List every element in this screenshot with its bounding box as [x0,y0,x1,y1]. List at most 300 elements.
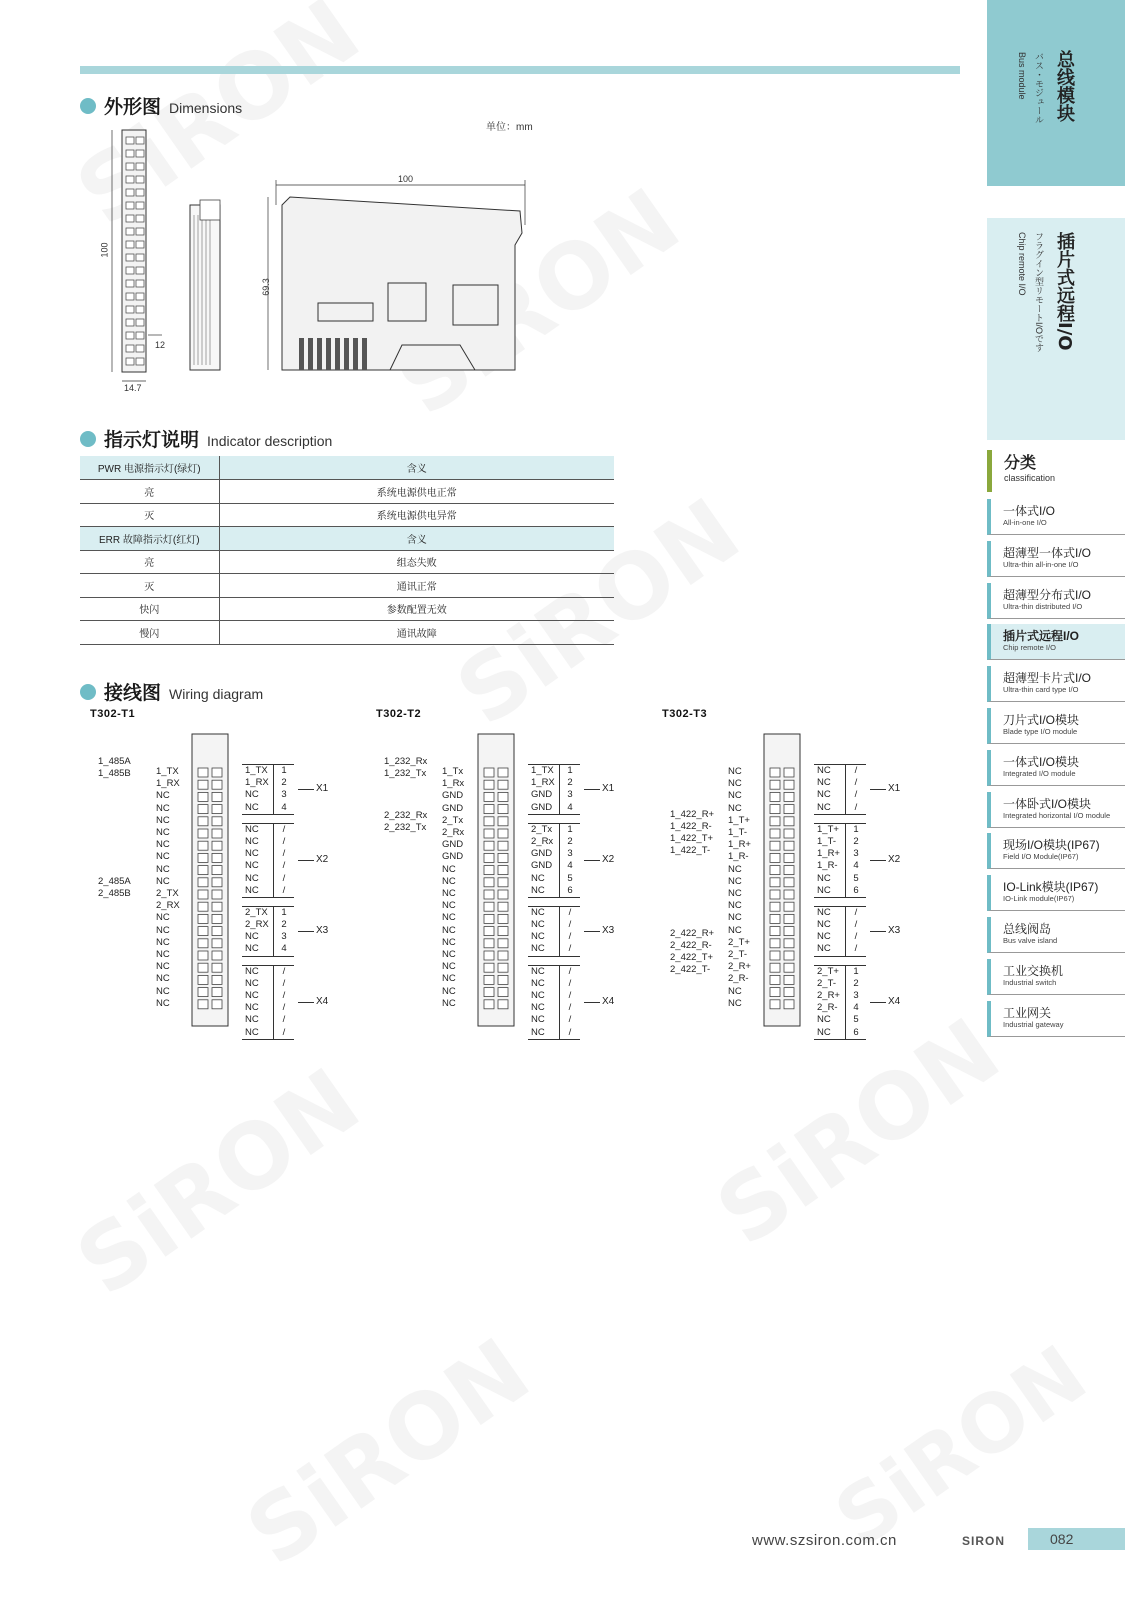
connector-pin-name: GND [528,802,560,814]
wiring-title-cn: 接线图 [104,682,162,704]
connector-pin-number: 1 [567,765,573,776]
connector-pin-name: NC [242,860,274,872]
arrow-icon [584,1002,600,1003]
connector-pin-number: / [854,919,858,931]
pin-label: NC [728,900,742,912]
connector-pin-name: 1_T- [814,836,846,848]
connector-pin-name: NC [242,978,274,990]
connector-pin-number: 1 [567,823,573,835]
bullet-dot [80,431,96,447]
sidebar-top-tab[interactable] [987,0,1125,186]
connector-x-label: X4 [316,996,329,1008]
indicator-table [80,456,614,645]
connector-pin-name: 2_R+ [814,990,846,1002]
pin-label: NC [728,985,742,997]
state-cell: ERR 故障指示灯(红灯) [80,527,219,551]
dim-length-label: 100 [398,174,414,184]
arrow-icon [584,931,600,932]
connector-pin-row [814,873,866,885]
connector-pin-row [242,802,294,814]
sidebar-nav-item[interactable] [987,959,1125,995]
sidebar-nav-item[interactable] [987,708,1125,744]
connector-pin-number: / [282,990,286,1001]
connector-pin-name: NC [814,931,846,943]
connector-pin-name: NC [528,966,560,978]
arrow-icon [870,789,886,790]
arrow-icon [870,1002,886,1003]
connector-pin-name: 2_TX [242,907,274,919]
connector-pin-row [814,919,866,931]
classification-en: classification [1004,473,1056,483]
pin-label: 2_TX [156,888,179,899]
table-row [80,550,614,574]
connector-pin-name: NC [242,966,274,978]
arrow-icon [870,931,886,932]
connector-pin-row [242,943,294,955]
connector-pin-row [242,1027,294,1039]
sidebar-nav-item[interactable] [987,750,1125,786]
sidebar-mid-tab[interactable] [987,218,1125,440]
wiring-heading [80,678,263,705]
dimensions-drawing [90,125,550,405]
external-signal-label: 2_485B [98,888,131,899]
connector-pin-row [242,765,294,777]
sidebar-top-cn: 总线模块 [1054,50,1075,122]
pin-label: 1_RX [156,778,180,790]
pin-label: NC [156,912,170,924]
sidebar-nav-item[interactable] [987,875,1125,911]
footer-url[interactable]: www.szsiron.com.cn [752,1532,897,1549]
sidebar-nav-item-en: Chip remote I/O [1003,643,1056,653]
terminal-block [188,732,232,1032]
pin-label: 1_TX [156,766,179,777]
connector-pin-name: NC [814,885,846,897]
watermark [59,1049,379,1317]
connector-group [528,906,580,957]
connector-pin-name: 1_TX [242,765,274,777]
arrow-icon [584,789,600,790]
connector-group [528,764,580,815]
connector-pin-row [814,943,866,955]
connector-pin-name: NC [242,931,274,943]
arrow-icon [298,789,314,790]
connector-pin-row [242,836,294,848]
connector-pin-name: NC [814,765,846,777]
state-cell: 亮 [80,480,219,504]
connector-pin-row [814,789,866,801]
pin-label: GND [442,851,464,863]
connector-pin-number: 4 [281,801,287,813]
sidebar-nav-item[interactable] [987,541,1125,577]
connector-pin-row [242,777,294,789]
pin-label: GND [442,802,464,814]
meaning-cell: 通讯故障 [219,621,614,645]
pin-label: NC [156,814,170,826]
sidebar-mid-jp: フラグイン型リモートI/Oです [1034,232,1044,353]
terminal-block [474,732,518,1032]
connector-pin-row [242,885,294,897]
wiring-module-title: T302-T3 [662,708,708,720]
pin-label: NC [156,997,170,1009]
pin-label: NC [442,863,456,875]
connector-pin-number: / [568,965,572,977]
external-signal-label: 2_422_R+ [670,928,715,939]
connector-pin-number: 3 [853,848,859,860]
state-cell: PWR 电源指示灯(绿灯) [80,456,219,480]
connector-x-label: X1 [602,783,615,795]
connector-pin-row [528,848,580,860]
pin-label: NC [156,961,170,973]
connector-pin-number: / [568,1026,572,1038]
connector-pin-number: 2 [853,835,859,847]
classification-cn: 分类 [1004,453,1037,472]
external-signal-label: 1_485A [98,756,131,767]
connector-pin-name: NC [242,943,274,955]
connector-pin-name: NC [814,873,846,885]
connector-pin-name: 1_R+ [814,848,846,860]
pin-label: NC [442,900,456,912]
pin-label: NC [156,827,170,838]
pin-label: NC [442,997,456,1009]
external-signal-label: 2_232_Rx [384,810,428,821]
connector-pin-row [528,966,580,978]
connector-pin-name: NC [814,943,846,955]
connector-pin-name: NC [242,1027,274,1039]
connector-pin-row [528,777,580,789]
connector-pin-name: NC [528,978,560,990]
connector-pin-number: 5 [853,872,859,884]
pin-label: 2_Tx [442,814,464,826]
connector-pin-number: / [282,848,286,860]
connector-pin-row [814,1027,866,1039]
connector-pin-number: 2 [853,977,859,989]
sidebar-nav-item-en: Field I/O Module(IP67) [1003,852,1079,862]
sidebar-nav-item-en: All-in-one I/O [1003,518,1047,527]
connector-pin-name: 1_RX [528,777,560,789]
unit-label: 单位：mm [486,122,533,133]
pin-label: NC [156,949,170,960]
connector-pin-name: 2_T- [814,978,846,990]
bullet-dot [80,684,96,700]
connector-pin-name: 2_T+ [814,966,846,978]
sidebar-nav-item-cn: 超薄型分布式I/O [1003,587,1092,602]
connector-pin-number: / [854,906,858,918]
connector-pin-row [814,802,866,814]
connector-x-label: X3 [316,925,329,937]
connector-pin-name: NC [814,919,846,931]
connector-pin-number: / [282,884,286,896]
connector-pin-row [814,860,866,872]
sidebar-mid-en: Chip remote I/O [1017,232,1027,296]
meaning-cell: 含义 [219,527,614,551]
connector-pin-row [242,1002,294,1014]
sidebar-nav-item-en: Ultra-thin card type I/O [1003,685,1079,695]
connector-group [242,965,294,1040]
sidebar-top-en: Bus module [1017,52,1027,100]
arrow-icon [584,860,600,861]
sidebar-nav-item-cn: 刀片式I/O模块 [1003,713,1080,727]
pin-label: NC [728,802,742,814]
connector-pin-name: NC [242,990,274,1002]
connector-pin-number: / [282,1014,286,1026]
sidebar-nav-item-cn: 超薄型一体式I/O [1003,545,1092,560]
sidebar-nav-item-en: IO-Link module(IP67) [1003,894,1075,904]
wiring-title-en: Wiring diagram [169,686,264,702]
connector-pin-name: NC [814,1027,846,1039]
connector-pin-name: NC [528,1027,560,1039]
connector-pin-number: 1 [281,906,287,918]
connector-pin-number: 3 [567,789,573,801]
connector-pin-name: GND [528,848,560,860]
state-cell: 慢闪 [80,621,219,645]
sidebar-nav-item-en: Ultra-thin all-in-one I/O [1003,559,1079,569]
sidebar-nav-item[interactable] [987,833,1125,869]
connector-group [814,965,866,1040]
connector-x-label: X2 [602,854,615,866]
connector-pin-row [814,824,866,836]
connector-x-label: X1 [888,783,901,795]
connector-pin-name: GND [528,789,560,801]
connector-x-label: X2 [888,854,901,866]
external-signal-label: 1_232_Rx [384,756,428,767]
connector-pin-number: / [282,823,286,835]
connector-pin-row [528,1027,580,1039]
connector-pin-row [814,1002,866,1014]
connector-pin-number: / [282,1026,286,1038]
external-signal-label: 2_422_T- [670,964,711,975]
sidebar-nav-item[interactable] [987,917,1125,953]
connector-pin-number: 4 [853,1002,859,1014]
sidebar-nav-item[interactable] [987,499,1125,535]
pin-label: 1_Tx [442,766,464,777]
connector-pin-number: / [568,906,572,918]
connector-pin-row [528,824,580,836]
connector-pin-row [528,919,580,931]
connector-pin-row [528,1002,580,1014]
connector-pin-number: / [854,943,858,955]
connector-pin-name: NC [242,873,274,885]
pin-label: NC [442,875,456,887]
arrow-icon [870,860,886,861]
meaning-cell: 含义 [219,456,614,480]
connector-pin-number: / [568,1002,572,1014]
external-signal-label: 1_422_R- [670,821,712,832]
sidebar-nav-item-cn: 总线阀岛 [1003,922,1052,936]
classification-heading [987,450,1125,492]
sidebar-nav-item[interactable] [987,792,1125,828]
meaning-cell: 组态失败 [219,550,614,574]
connector-pin-row [242,1014,294,1026]
dim-width-label: 14.7 [124,383,142,393]
pin-label: NC [728,863,742,875]
dim-body-height-label: 69.3 [260,278,271,296]
connector-x-label: X4 [888,996,901,1008]
indicator-heading [80,425,332,452]
wiring-module-title: T302-T2 [376,708,422,720]
connector-pin-name: NC [528,1014,560,1026]
indicator-title-en: Indicator description [207,433,333,449]
sidebar-nav-item[interactable] [987,666,1125,702]
connector-pin-row [814,907,866,919]
pin-label: NC [442,973,456,985]
connector-pin-number: / [282,1002,286,1014]
sidebar-nav-item-en: Integrated I/O module [1003,768,1076,778]
pin-label: NC [156,936,170,948]
sidebar-nav-item[interactable] [987,624,1125,660]
connector-pin-row [528,907,580,919]
connector-pin-row [242,789,294,801]
connector-groups [814,764,866,1048]
pin-label: NC [156,802,170,814]
pin-label: NC [442,985,456,997]
connector-pin-name: 1_RX [242,777,274,789]
pin-label: NC [442,949,456,960]
pin-label: 2_T+ [728,936,750,948]
pin-label: NC [728,888,742,899]
connector-pin-number: / [568,919,572,931]
pin-label: GND [442,839,464,851]
pin-label: NC [442,888,456,899]
connector-pin-row [814,966,866,978]
state-cell: 亮 [80,550,219,574]
connector-pin-row [528,990,580,1002]
connector-pin-number: 4 [853,860,859,872]
pin-label: NC [156,863,170,875]
sidebar-nav-item[interactable] [987,1001,1125,1037]
connector-groups [528,764,580,1048]
connector-pin-row [242,873,294,885]
arrow-icon [298,931,314,932]
connector-pin-number: 5 [567,872,573,884]
connector-pin-number: / [568,1014,572,1026]
dimensions-title-cn: 外形图 [104,96,162,118]
pin-label: 1_Rx [442,778,465,790]
connector-x-label: X3 [888,925,901,937]
connector-group [814,823,866,898]
external-signal-label: 1_422_T+ [670,833,714,844]
connector-pin-number: / [854,777,858,789]
pin-label: NC [156,924,170,936]
connector-pin-row [528,885,580,897]
connector-pin-row [814,777,866,789]
pin-label: 2_RX [156,900,180,912]
connector-pin-row [528,765,580,777]
pin-label: NC [442,924,456,936]
connector-pin-name: NC [242,802,274,814]
connector-pin-row [814,1014,866,1026]
connector-pin-number: 2 [281,777,287,789]
dim-height-label: 100 [99,242,110,258]
sidebar-nav-item-cn: 超薄型卡片式I/O [1003,671,1092,686]
connector-pin-row [242,919,294,931]
sidebar-mid-cn: 插片式远程I/O [1054,232,1075,351]
external-signal-label: 1_232_Tx [384,768,427,779]
connector-pin-number: 1 [853,965,859,977]
connector-pin-number: 2 [567,777,573,789]
sidebar-nav-item[interactable] [987,583,1125,619]
connector-pin-number: / [854,789,858,801]
connector-pin-name: NC [242,1014,274,1026]
pin-label: NC [442,912,456,924]
state-cell: 快闪 [80,597,219,621]
connector-pin-number: / [854,765,858,776]
sidebar-nav-item-cn: 工业交换机 [1003,963,1064,978]
connector-pin-number: 4 [567,801,573,813]
pin-label: NC [156,985,170,997]
connector-pin-name: 2_Tx [528,824,560,836]
pin-label: NC [728,912,742,924]
connector-pin-number: 1 [853,823,859,835]
connector-pin-name: NC [242,885,274,897]
meaning-cell: 系统电源供电正常 [219,480,614,504]
pin-label: NC [728,766,742,777]
pin-label: NC [728,924,742,936]
connector-pin-row [528,789,580,801]
connector-group [528,823,580,898]
sidebar-nav-item-cn: 插片式远程I/O [1003,629,1080,644]
external-signal-label: 2_485A [98,876,131,887]
external-signal-label: 1_485B [98,768,131,779]
table-row [80,503,614,527]
connector-pin-row [814,978,866,990]
sidebar-nav-item-cn: 现场I/O模块(IP67) [1003,838,1100,853]
connector-pin-name: 1_R- [814,860,846,872]
pin-label: NC [442,936,456,948]
pin-label: 1_R- [728,851,749,863]
indicator-title-cn: 指示灯说明 [104,429,200,451]
connector-pin-name: NC [528,873,560,885]
connector-pin-name: NC [814,1014,846,1026]
connector-pin-name: NC [528,943,560,955]
sidebar-nav-item-cn: 工业网关 [1003,1005,1052,1020]
state-cell: 灭 [80,574,219,598]
connector-pin-name: NC [814,789,846,801]
footer-logo: SIRON [962,1534,1006,1548]
sidebar-nav-item-cn: 一体式I/O模块 [1003,754,1080,769]
connector-pin-number: / [568,977,572,989]
meaning-cell: 参数配置无效 [219,597,614,621]
connector-pin-row [242,848,294,860]
connector-pin-number: 3 [281,789,287,801]
connector-groups [242,764,294,1048]
dimensions-title-en: Dimensions [169,100,243,116]
external-signal-label: 1_422_R+ [670,809,715,820]
meaning-cell: 通讯正常 [219,574,614,598]
pin-label: NC [156,973,170,985]
pin-label: NC [156,851,170,863]
pin-label: NC [728,875,742,887]
connector-pin-row [242,990,294,1002]
connector-pin-number: 3 [853,990,859,1001]
connector-pin-row [528,978,580,990]
meaning-cell: 系统电源供电异常 [219,503,614,527]
connector-pin-row [814,765,866,777]
external-signal-label: 2_422_T+ [670,952,714,963]
external-signal-label: 1_422_T- [670,845,711,856]
connector-pin-name: 2_Rx [528,836,560,848]
connector-pin-row [242,860,294,872]
table-row [80,621,614,645]
watermark [229,1319,549,1587]
connector-group [242,823,294,898]
connector-x-label: X2 [316,854,329,866]
connector-pin-row [242,907,294,919]
sidebar-nav-item-cn: 一体卧式I/O模块 [1003,796,1092,811]
connector-pin-name: NC [528,907,560,919]
pin-label: 1_R+ [728,839,751,851]
connector-pin-name: NC [242,789,274,801]
connector-group [242,764,294,815]
